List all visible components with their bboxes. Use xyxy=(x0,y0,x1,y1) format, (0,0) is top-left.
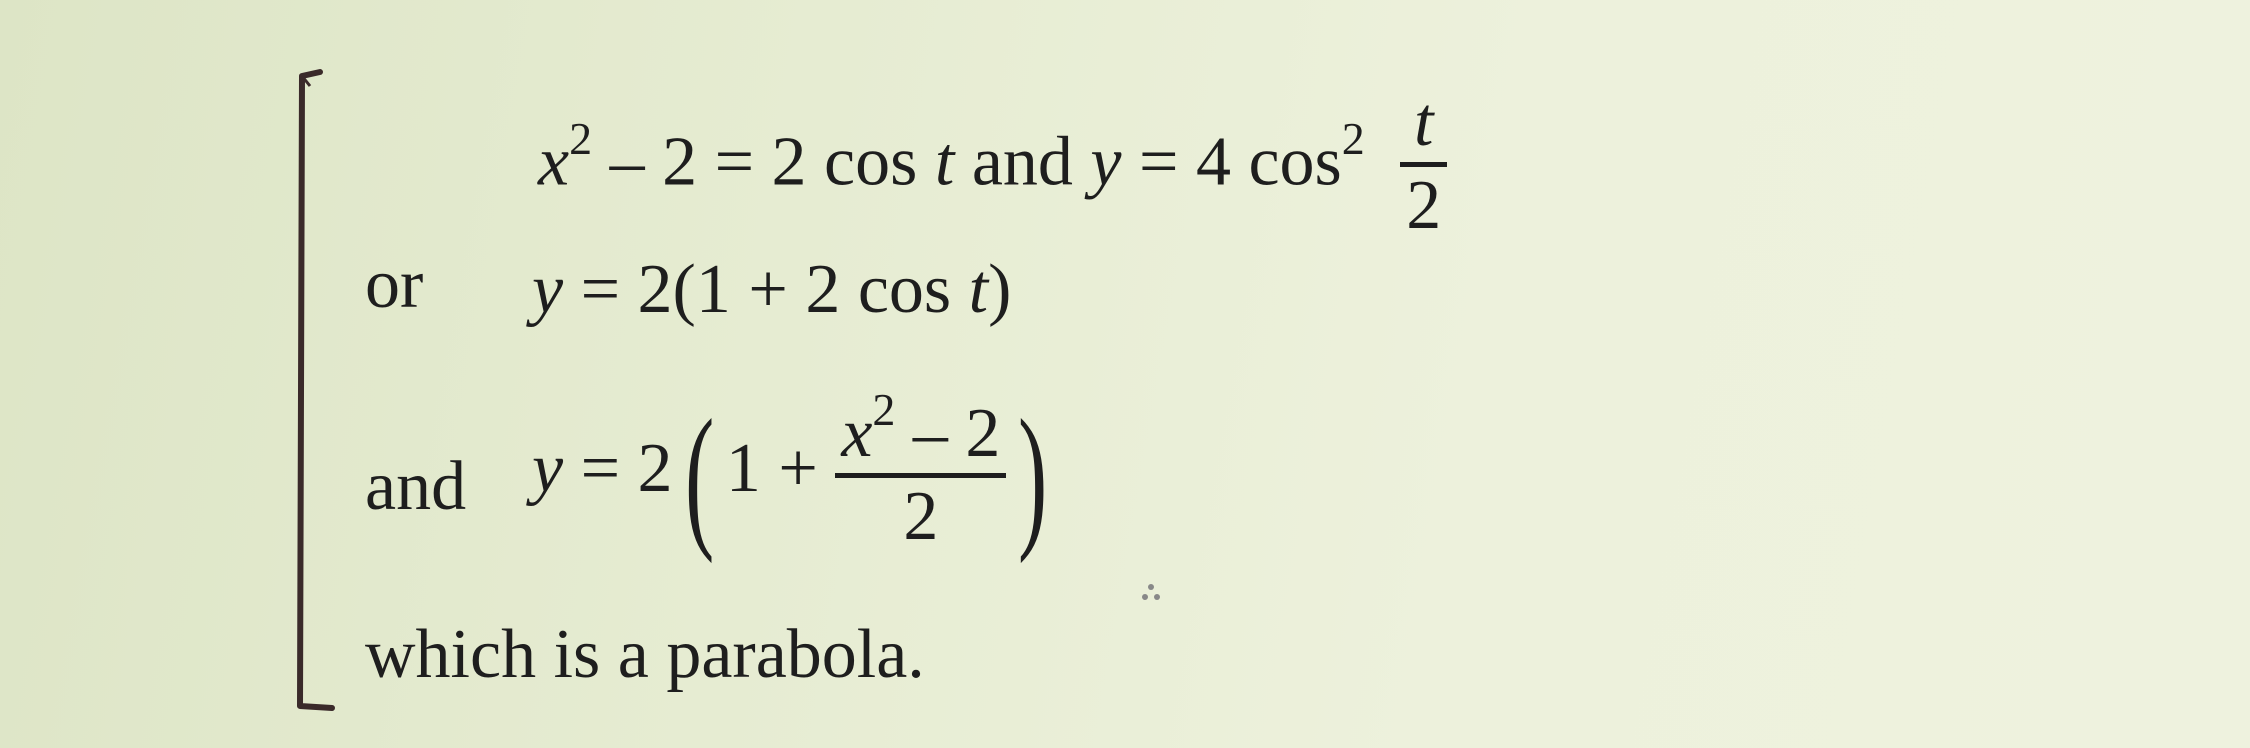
dot-mark xyxy=(1148,584,1154,590)
fraction-numerator: t xyxy=(1414,84,1434,161)
conclusion-line xyxy=(365,616,925,693)
fraction-denominator: 2 xyxy=(903,477,939,555)
exponent: 2 xyxy=(1341,113,1365,165)
text-segment: 1 + xyxy=(725,430,836,508)
var-x: x xyxy=(538,123,570,201)
and-word: and xyxy=(954,123,1091,201)
left-bracket xyxy=(290,66,350,716)
equation-line-2 xyxy=(532,251,1012,328)
text-segment: – 2 xyxy=(895,394,1001,472)
text-segment: = 2(1 + 2 cos xyxy=(563,251,969,328)
fraction-t-over-2 xyxy=(1400,84,1447,244)
fraction-denominator: 2 xyxy=(1406,167,1442,244)
var-x: x xyxy=(841,394,873,472)
text-segment: = 2 xyxy=(563,430,673,508)
var-t: t xyxy=(968,251,989,328)
fraction-numerator xyxy=(835,384,1006,472)
equation-line-2-label xyxy=(365,246,424,323)
text-segment: ) xyxy=(988,251,1012,328)
text-segment: – 2 = 2 cos xyxy=(592,123,935,201)
open-paren: ( xyxy=(684,386,714,564)
or-label: or xyxy=(365,246,424,323)
conclusion-text: which is a parabola. xyxy=(365,616,925,693)
exponent: 2 xyxy=(872,384,896,436)
fraction-bar xyxy=(835,473,1006,478)
and-label: and xyxy=(365,448,467,525)
dot-mark xyxy=(1142,594,1148,600)
var-y: y xyxy=(1090,123,1122,201)
exponent: 2 xyxy=(569,113,593,165)
equation-line-1 xyxy=(538,84,1447,245)
text-segment: = 4 cos xyxy=(1121,123,1342,201)
fraction-x2-minus-2-over-2 xyxy=(835,384,1006,555)
equation-line-3-label xyxy=(365,448,467,525)
var-y: y xyxy=(532,430,564,508)
var-t: t xyxy=(934,123,955,201)
var-y: y xyxy=(532,251,564,328)
equation-line-3 xyxy=(532,384,1060,564)
close-paren: ) xyxy=(1018,386,1048,564)
dot-mark xyxy=(1154,594,1160,600)
